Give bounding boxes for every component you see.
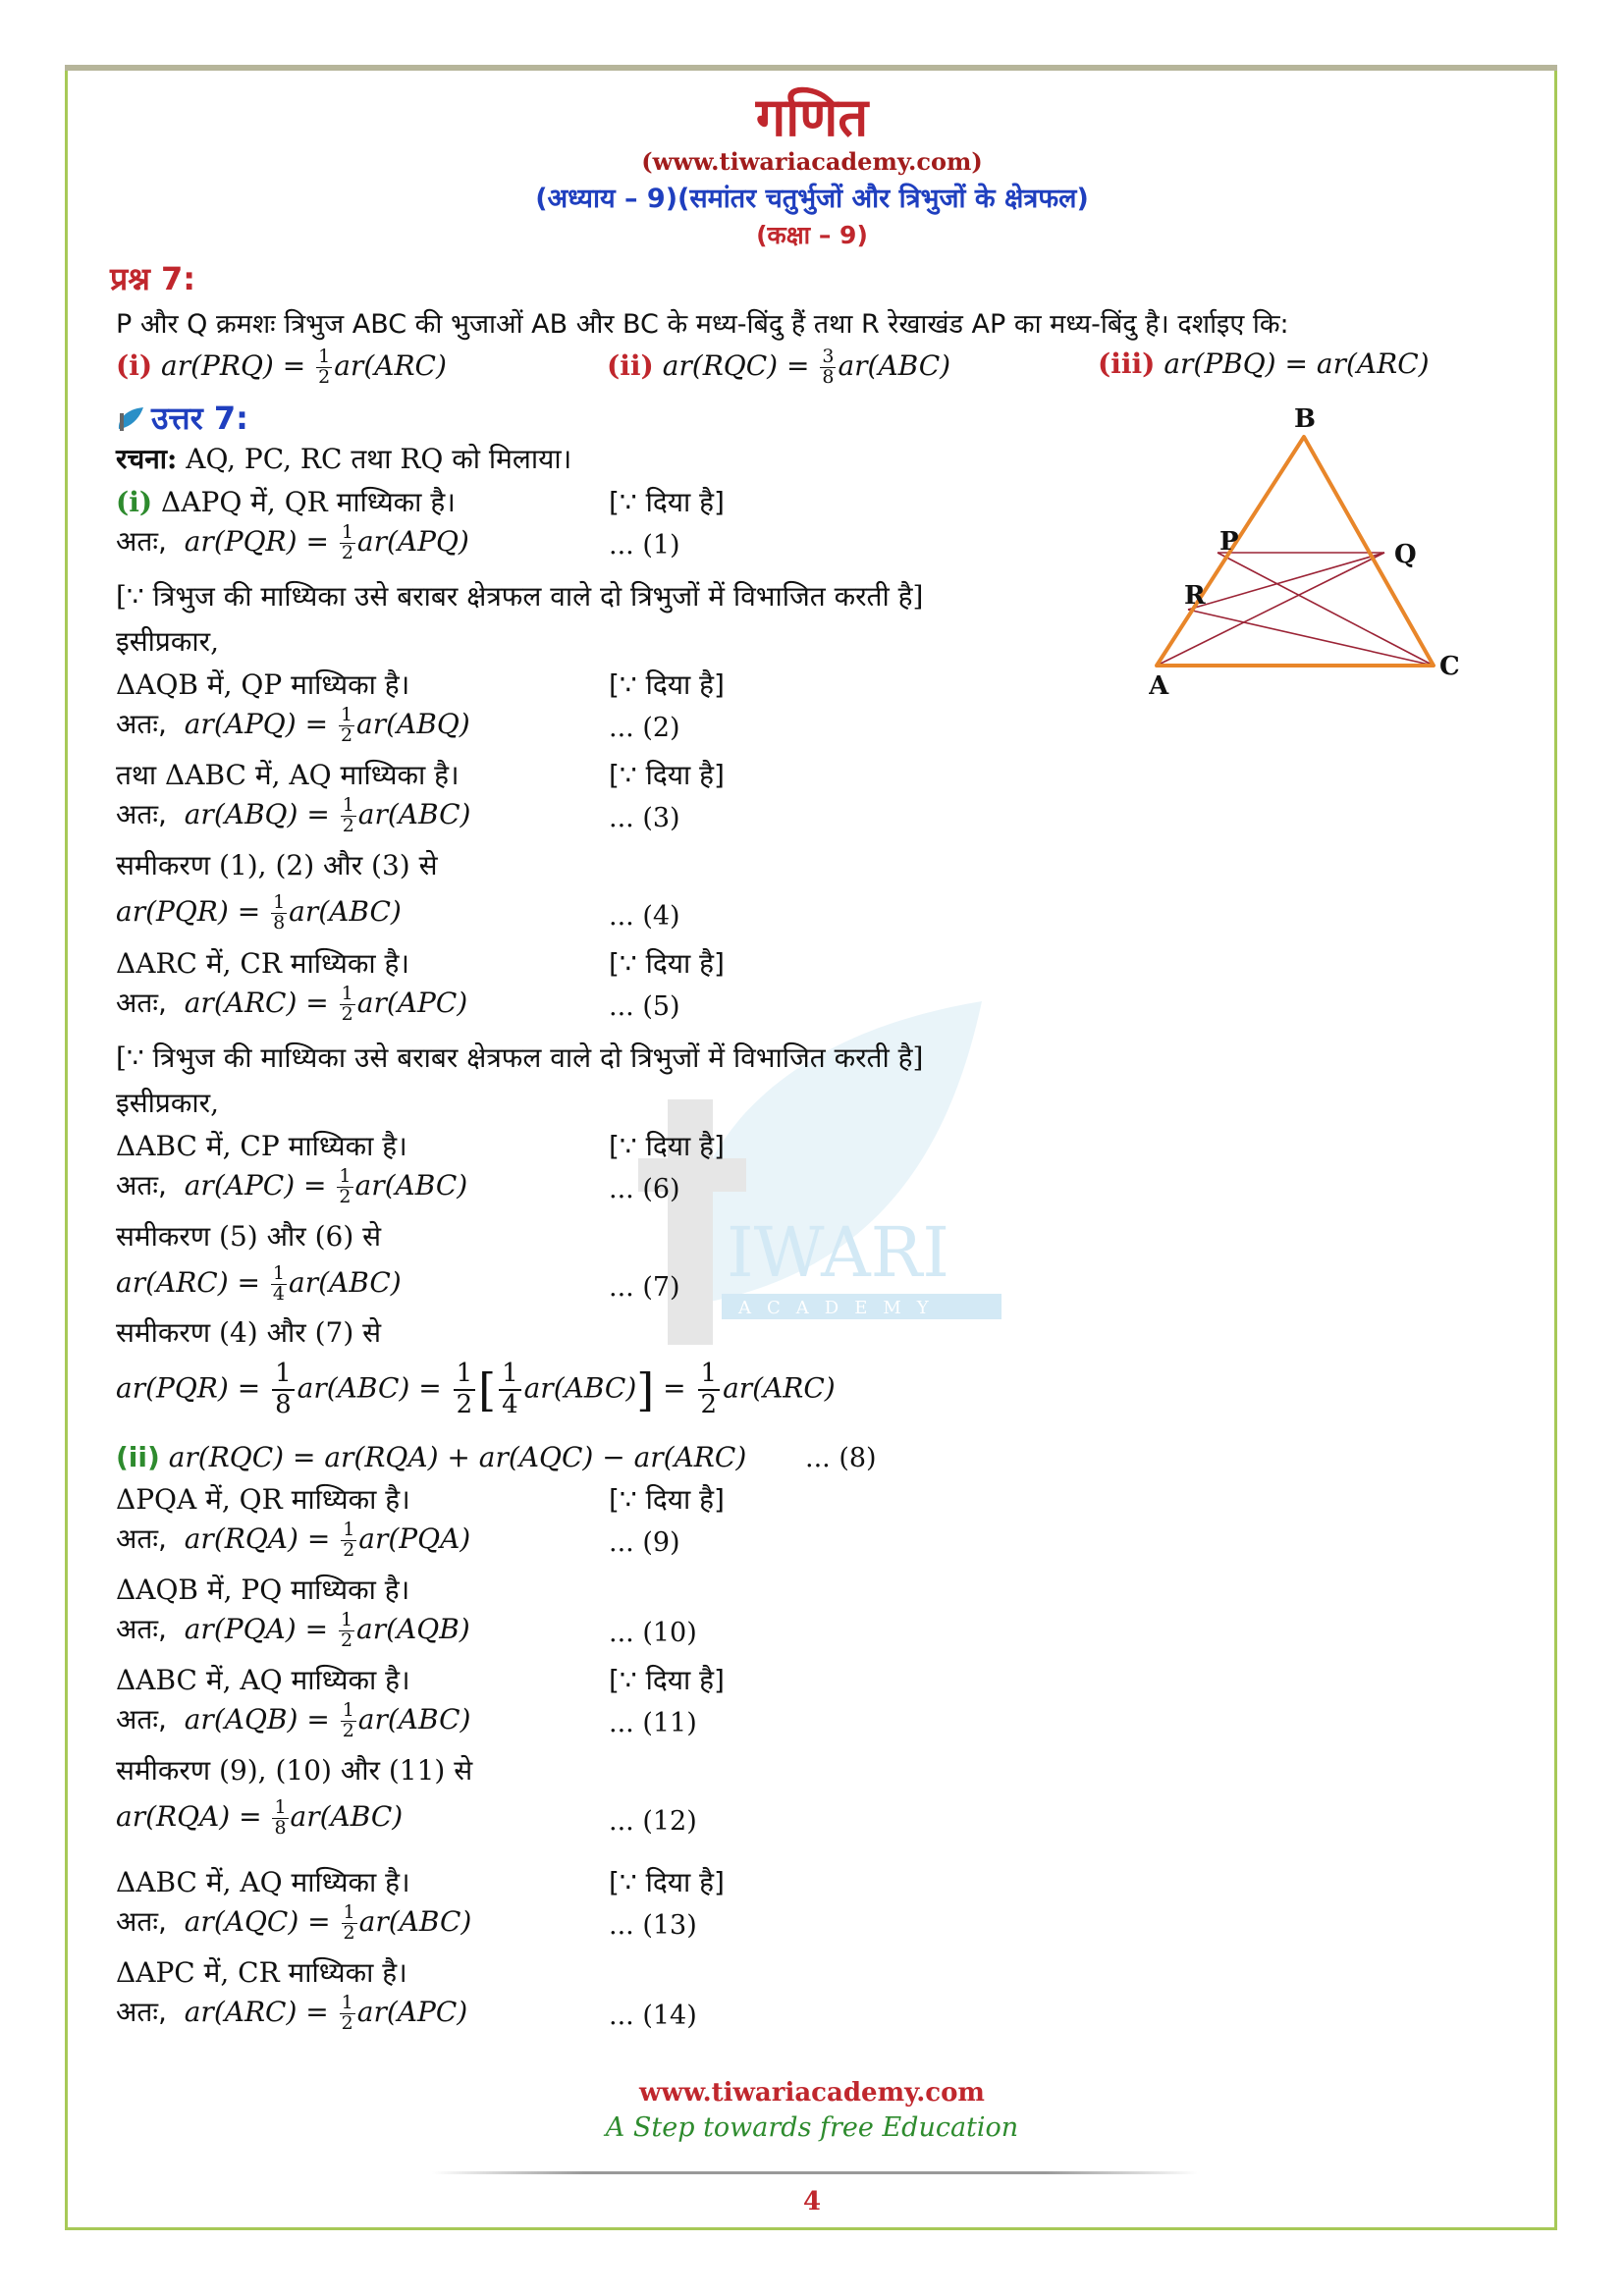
eq-lhs: ar(AQB) = [184, 1703, 330, 1735]
eq-lhs: ar(ARC) = [184, 987, 329, 1019]
question-part-ii [607, 347, 950, 388]
fraction [316, 347, 332, 388]
equation-combined: ar(PQR) = $\frac{1}{8}$ ar(ABC) = $\frac{1}{2}$ [ $\frac{1}{4}$ ar(ABC)] = $\frac{1}{2}$ ar(ARC) [116, 1359, 836, 1419]
equation-2 [116, 705, 470, 746]
statement: ΔAPQ में, QR माध्यिका है। [161, 486, 456, 518]
equation-13 [116, 1902, 471, 1944]
header-website: (www.tiwariacademy.com) [641, 147, 983, 176]
page-title: गणित [755, 86, 869, 148]
eq-rhs: ar(APC) [356, 1996, 468, 2028]
question-part-i [116, 347, 447, 388]
eq-rhs: ar(APQ) [356, 525, 469, 558]
hence-text: अतः, [116, 1996, 167, 2028]
part-label: (iii) [1098, 347, 1156, 380]
frac-den: 2 [456, 1389, 473, 1419]
hence-text: अतः, [116, 798, 167, 830]
label-P: P [1219, 527, 1239, 557]
given-note: [∵ दिया है] [609, 486, 725, 518]
eq-lhs: ar(PQR) = [184, 525, 329, 558]
footer-website[interactable]: www.tiwariacademy.com [639, 2078, 985, 2108]
frac-den: 2 [341, 1003, 353, 1025]
line-1 [116, 483, 456, 520]
line-9: ΔABC में, AQ माध्यिका है। [116, 1866, 410, 1898]
equation-12 [116, 1798, 403, 1839]
frac-den: 2 [700, 1389, 718, 1419]
eq-rhs: ar(ABC) [289, 894, 402, 928]
part-label: (i) [116, 348, 153, 382]
equation-10 [116, 1610, 470, 1651]
triangle-figure [1149, 398, 1473, 702]
fraction [341, 1521, 356, 1561]
label-C: C [1439, 652, 1460, 681]
frac-den: 2 [341, 2012, 353, 2034]
answer-heading [116, 397, 248, 439]
equation-8 [116, 1441, 746, 1473]
eq-rhs: ar(AQB) [356, 1613, 470, 1645]
frac-num: 1 [454, 1360, 476, 1391]
frac-den: 2 [339, 1186, 352, 1207]
eq-tag: ... (6) [609, 1174, 680, 1204]
eq-lhs: ar(RQA) = [116, 1799, 262, 1833]
fraction [271, 1264, 287, 1305]
footer-divider [432, 2171, 1198, 2174]
question-part-iii [1098, 347, 1430, 380]
frac-num: 1 [274, 1796, 287, 1818]
equation-7 [116, 1264, 402, 1305]
hence-text: अतः, [116, 1522, 167, 1555]
given-note: [∵ दिया है] [609, 1483, 725, 1516]
from-equations: समीकरण (5) और (6) से [116, 1220, 382, 1253]
eq-tag: ... (14) [609, 2001, 697, 2031]
line-5: ΔABC में, CP माध्यिका है। [116, 1130, 407, 1162]
eq-lhs: ar(PQR) = [116, 1371, 261, 1405]
hence-text: अतः, [116, 1703, 167, 1735]
fraction [340, 523, 355, 563]
fraction [272, 1798, 288, 1839]
fraction [341, 796, 356, 836]
label-A: A [1149, 671, 1169, 701]
eq-lhs: ar(ARC) = [116, 1265, 261, 1299]
fraction [820, 347, 836, 388]
watermark-text: IWARI [727, 1212, 950, 1293]
eq-inner: ar(ABC) [523, 1371, 637, 1405]
hence-text: अतः, [116, 1613, 167, 1645]
frac-num: 1 [342, 1699, 354, 1722]
given-note: [∵ दिया है] [609, 759, 725, 791]
frac-den: 4 [502, 1389, 518, 1419]
hence-text: अतः, [116, 987, 167, 1019]
line-4: ΔARC में, CR माध्यिका है। [116, 947, 409, 980]
similarly-text: इसीप्रकार, [116, 1087, 219, 1119]
frac-num: 1 [318, 346, 331, 367]
eq-tag: ... (5) [609, 991, 680, 1022]
eq-rhs: ar(ABC) [289, 1265, 402, 1299]
frac-den: 2 [318, 365, 331, 388]
fraction [342, 1903, 357, 1944]
equation-11 [116, 1700, 470, 1741]
fraction [698, 1360, 721, 1420]
frac-den: 8 [822, 365, 835, 388]
answer-heading-text: उत्तर 7: [151, 400, 248, 437]
from-equations: समीकरण (1), (2) और (3) से [116, 849, 438, 881]
frac-den: 8 [273, 911, 286, 934]
eq-lhs: ar(APQ) = [184, 708, 329, 740]
label-B: B [1294, 404, 1316, 434]
eq-lhs: ar(RQA) = [184, 1522, 331, 1555]
frac-num: 1 [698, 1360, 721, 1391]
eq-lhs: ar(AQC) = [184, 1905, 331, 1938]
part-i-label: (i) [116, 486, 153, 518]
part-label: (ii) [607, 348, 654, 382]
frac-num: 1 [341, 1992, 353, 2014]
eq-rhs: ar(ABC) [290, 1799, 404, 1833]
eq-lhs: ar(PQR) = [116, 894, 261, 928]
eq-lhs: ar(PQA) = [184, 1613, 329, 1645]
eq-tag: ... (4) [609, 901, 680, 932]
part-lhs: ar(PBQ) = [1164, 347, 1308, 380]
frac-den: 4 [272, 1282, 286, 1305]
equals: = [663, 1371, 686, 1405]
part-rhs: ar(ARC) [1316, 347, 1430, 380]
eq-tag: ... (12) [609, 1806, 697, 1837]
eq-lhs: ar(APC) = [184, 1169, 327, 1201]
frac-num: 1 [342, 794, 354, 817]
line-8: ΔABC में, AQ माध्यिका है। [116, 1664, 410, 1696]
similarly-text: इसीप्रकार, [116, 625, 219, 658]
eq-text: ar(RQC) = ar(RQA) + ar(AQC) − ar(ARC) [168, 1441, 747, 1473]
given-note: [∵ दिया है] [609, 1866, 725, 1898]
eq-tag: ... (8) [805, 1443, 877, 1473]
fraction [340, 985, 355, 1025]
label-Q: Q [1394, 540, 1417, 569]
fraction [499, 1360, 521, 1420]
eq-tag: ... (3) [609, 803, 680, 833]
equation-14 [116, 1993, 467, 2034]
part-lhs: ar(PRQ) = [161, 348, 306, 382]
part-ii-label: (ii) [116, 1441, 160, 1473]
equation-5 [116, 984, 467, 1025]
eq-rhs: ar(APC) [356, 987, 468, 1019]
frac-den: 2 [342, 815, 354, 836]
part-lhs: ar(RQC) = [662, 348, 810, 382]
line-6: ΔPQA में, QR माध्यिका है। [116, 1483, 410, 1516]
frac-den: 2 [343, 1539, 355, 1561]
line-7: ΔAQB में, PQ माध्यिका है। [116, 1574, 410, 1606]
line-2: ΔAQB में, QP माध्यिका है। [116, 668, 410, 701]
page-top-rule [65, 65, 1557, 71]
class-label: (कक्षा – 9) [756, 221, 868, 249]
eq-rhs: ar(ABC) [358, 1905, 472, 1938]
tiwari-logo-icon [116, 405, 145, 433]
equation-3 [116, 795, 470, 836]
frac-num: 1 [273, 891, 286, 913]
from-equations: समीकरण (9), (10) और (11) से [116, 1754, 473, 1787]
eq-tag: ... (9) [609, 1527, 680, 1558]
reason-note: [∵ त्रिभुज की माध्यिका उसे बराबर क्षेत्रफल वाले दो त्रिभुजों में विभाजित करती है] [116, 1041, 924, 1074]
eq-tag: ... (11) [609, 1708, 697, 1738]
frac-num: 1 [340, 704, 353, 726]
frac-num: 1 [341, 983, 353, 1005]
equation-9 [116, 1520, 470, 1561]
part-rhs: ar(ARC) [334, 348, 447, 382]
eq-rhs: ar(ABQ) [356, 708, 470, 740]
eq-tag: ... (7) [609, 1272, 680, 1303]
eq-tag: ... (1) [609, 530, 680, 561]
construction-label: रचना: [116, 443, 178, 475]
frac-num: 3 [822, 346, 835, 367]
reason-note: [∵ त्रिभुज की माध्यिका उसे बराबर क्षेत्रफल वाले दो त्रिभुजों में विभाजित करती है] [116, 580, 924, 613]
equation-1 [116, 522, 469, 563]
eq-rhs: ar(ABC) [357, 798, 471, 830]
fraction [339, 706, 354, 746]
chapter-title: (अध्याय – 9)(समांतर चतुर्भुजों और त्रिभुजों के क्षेत्रफल) [535, 184, 1089, 214]
frac-den: 2 [341, 542, 353, 563]
eq-lhs: ar(ARC) = [184, 1996, 329, 2028]
eq-rhs: ar(PQA) [358, 1522, 471, 1555]
eq-tag: ... (10) [609, 1618, 697, 1648]
frac-num: 1 [272, 1262, 286, 1284]
frac-den: 8 [274, 1816, 287, 1839]
given-note: [∵ दिया है] [609, 1130, 725, 1162]
eq-tag: ... (2) [609, 713, 680, 743]
frac-num: 1 [341, 521, 353, 544]
fraction [337, 1167, 352, 1207]
frac-num: 1 [343, 1519, 355, 1541]
fraction [341, 1701, 356, 1741]
hence-text: अतः, [116, 708, 167, 740]
fraction [454, 1360, 476, 1420]
construction-text: AQ, PC, RC तथा RQ को मिलाया। [186, 443, 572, 475]
fraction [339, 1611, 354, 1651]
hence-text: अतः, [116, 525, 167, 558]
eq-tag: ... (13) [609, 1910, 697, 1941]
from-equations: समीकरण (4) और (7) से [116, 1316, 382, 1349]
frac-num: 1 [339, 1165, 352, 1188]
frac-num: 1 [272, 1360, 295, 1391]
footer-tagline: A Step towards free Education [605, 2112, 1019, 2143]
frac-num: 1 [343, 1901, 355, 1924]
page-number: 4 [802, 2187, 822, 2216]
frac-num: 1 [340, 1609, 353, 1631]
hence-text: अतः, [116, 1905, 167, 1938]
watermark-sub: ACADEMY [738, 1298, 945, 1318]
eq-rhs: ar(ABC) [354, 1169, 468, 1201]
line-10: ΔAPC में, CR माध्यिका है। [116, 1956, 407, 1989]
eq-rhs: ar(ARC) [723, 1371, 836, 1405]
fraction [271, 893, 287, 934]
construction-line [116, 440, 571, 477]
fraction [272, 1360, 295, 1420]
frac-den: 2 [343, 1922, 355, 1944]
hence-text: अतः, [116, 1169, 167, 1201]
part-rhs: ar(ABC) [838, 348, 951, 382]
label-R: R [1184, 581, 1206, 611]
eq-lhs: ar(ABQ) = [184, 798, 330, 830]
frac-num: 1 [499, 1360, 521, 1391]
equation-4 [116, 893, 402, 934]
given-note: [∵ दिया है] [609, 947, 725, 980]
frac-den: 2 [340, 724, 353, 746]
line-3: तथा ΔABC में, AQ माध्यिका है। [116, 759, 460, 791]
question-text: P और Q क्रमशः त्रिभुज ABC की भुजाओं AB और BC के मध्य-बिंदु हैं तथा R रेखाखंड AP का मध्य-बिंदु है। दर्शाइए कि: [116, 309, 1289, 340]
fraction [340, 1994, 355, 2034]
frac-den: 8 [275, 1389, 292, 1419]
frac-den: 2 [342, 1720, 354, 1741]
frac-den: 2 [340, 1629, 353, 1651]
eq-mid: ar(ABC) = [297, 1371, 442, 1405]
given-note: [∵ दिया है] [609, 668, 725, 701]
equation-6 [116, 1166, 467, 1207]
eq-rhs: ar(ABC) [357, 1703, 471, 1735]
question-heading: प्रश्न 7: [110, 260, 196, 297]
given-note: [∵ दिया है] [609, 1664, 725, 1696]
